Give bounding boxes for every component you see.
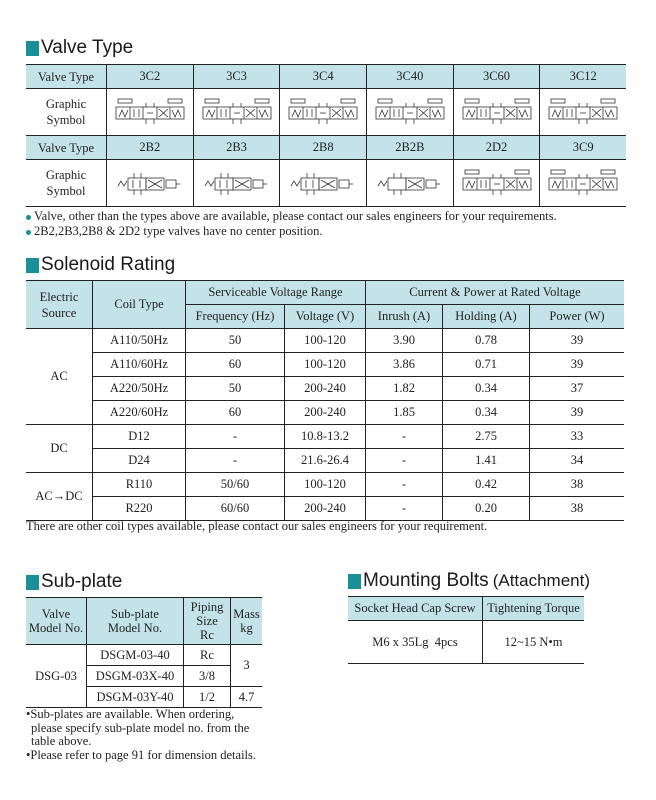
inrush-cell: - <box>366 497 443 521</box>
note-text: Valve, other than the types above are available, please contact our sales engineers for your requirements. <box>34 209 557 223</box>
note-line: please specify sub-plate model no. from the <box>31 720 250 735</box>
bullet-icon <box>26 230 31 235</box>
subplate-model-cell: DSGM-03X-40 <box>87 666 184 687</box>
valve-symbol-icon <box>547 168 619 198</box>
voltage-cell: 100-120 <box>285 353 366 377</box>
valve-symbol-cell <box>367 160 454 207</box>
coil-cell: D24 <box>93 449 186 473</box>
voltage-cell: 200-240 <box>285 497 366 521</box>
valve-type-cell: 3C60 <box>453 65 540 89</box>
solenoid-rating-title: Solenoid Rating <box>41 254 176 275</box>
freq-cell: 60/60 <box>186 497 285 521</box>
valve-symbol-cell <box>540 89 626 136</box>
inrush-cell: 3.90 <box>366 329 443 353</box>
subplate-model-header <box>87 598 184 645</box>
coil-cell: R110 <box>93 473 186 497</box>
valve-symbol-cell <box>193 89 280 136</box>
piping-size-header <box>184 598 231 645</box>
valve-type-row-1 <box>26 65 626 89</box>
valve-symbol-cell <box>280 160 367 207</box>
graphic-label-line: Graphic <box>45 168 87 182</box>
freq-cell: 60 <box>186 401 285 425</box>
valve-symbol-icon <box>287 168 359 198</box>
valve-symbol-cell <box>367 89 454 136</box>
power-cell: 39 <box>530 353 625 377</box>
torque-header: Tightening Torque <box>483 597 585 621</box>
valve-symbol-icon <box>201 168 273 198</box>
piping-cell: 3/8 <box>184 666 231 687</box>
graphic-label-line: Graphic <box>45 97 87 111</box>
torque-value: 12~15 N•m <box>483 621 585 664</box>
power-cell: 33 <box>530 425 625 449</box>
header-line: Mass <box>233 607 260 621</box>
voltage-cell: 10.8-13.2 <box>285 425 366 449</box>
voltage-cell: 200-240 <box>285 401 366 425</box>
freq-cell: 50 <box>186 377 285 401</box>
valve-model-cell: DSG-03 <box>26 645 87 708</box>
subplate-title: Sub-plate <box>41 571 123 592</box>
note-line: •Sub-plates are available. When ordering, <box>26 707 235 721</box>
header-line: Valve <box>41 607 71 621</box>
table-row <box>26 353 624 377</box>
valve-symbol-cell <box>193 160 280 207</box>
valve-symbol-icon <box>114 168 186 198</box>
voltage-cell: 100-120 <box>285 473 366 497</box>
holding-cell: 0.34 <box>443 377 530 401</box>
source-cell: DC <box>26 425 93 473</box>
section-marker-icon <box>26 41 39 56</box>
graphic-symbol-row-1 <box>26 89 626 136</box>
subplate-notes <box>26 708 276 762</box>
header-line: Source <box>41 305 77 320</box>
freq-cell: - <box>186 449 285 473</box>
inrush-cell: 3.86 <box>366 353 443 377</box>
graphic-symbol-row-2 <box>26 160 626 207</box>
freq-cell: - <box>186 425 285 449</box>
valve-model-header <box>26 598 87 645</box>
coil-cell: A110/50Hz <box>93 329 186 353</box>
subplate-model-cell: DSGM-03-40 <box>87 645 184 666</box>
header-line: Sub-plate <box>111 607 159 621</box>
header-line: Model No. <box>28 621 84 635</box>
valve-symbol-icon <box>547 97 619 127</box>
note-line <box>26 209 557 224</box>
coil-cell: A110/60Hz <box>93 353 186 377</box>
header-line: kg <box>240 621 253 635</box>
valve-type-label: Valve Type <box>26 136 107 160</box>
subplate-header-row <box>26 598 262 645</box>
mounting-bolts-table <box>348 596 584 664</box>
valve-symbol-icon <box>461 97 533 127</box>
valve-symbol-icon <box>461 168 533 198</box>
valve-symbol-icon <box>374 168 446 198</box>
valve-type-cell: 3C9 <box>540 136 626 160</box>
table-row <box>26 449 624 473</box>
valve-symbol-cell <box>453 89 540 136</box>
table-row <box>26 329 624 353</box>
header-line: Model No. <box>107 621 163 635</box>
holding-cell: 1.41 <box>443 449 530 473</box>
valve-type-cell: 3C2 <box>107 65 194 89</box>
valve-type-cell: 3C12 <box>540 65 626 89</box>
solenoid-header-row-1 <box>26 281 624 305</box>
header-line: Rc <box>200 628 214 642</box>
valve-type-cell: 3C4 <box>280 65 367 89</box>
symbol-label-line: Symbol <box>46 184 86 198</box>
power-cell: 34 <box>530 449 625 473</box>
power-cell: 39 <box>530 401 625 425</box>
valve-symbol-cell <box>280 89 367 136</box>
valve-symbol-cell <box>540 160 626 207</box>
holding-cell: 0.20 <box>443 497 530 521</box>
coil-cell: A220/50Hz <box>93 377 186 401</box>
mounting-bolts-title-suffix: (Attachment) <box>492 571 590 590</box>
inrush-cell: - <box>366 425 443 449</box>
voltage-header: Voltage (V) <box>285 305 366 329</box>
table-row <box>26 377 624 401</box>
table-row <box>26 401 624 425</box>
header-line: Size <box>196 614 218 628</box>
current-power-header: Current & Power at Rated Voltage <box>366 281 625 305</box>
inrush-cell: 1.82 <box>366 377 443 401</box>
power-header: Power (W) <box>530 305 625 329</box>
valve-type-cell: 2B2 <box>107 136 194 160</box>
voltage-cell: 200-240 <box>285 377 366 401</box>
valve-symbol-icon <box>114 97 186 127</box>
holding-cell: 0.71 <box>443 353 530 377</box>
valve-type-notes <box>26 209 557 239</box>
section-marker-icon <box>348 574 361 589</box>
section-marker-icon <box>26 575 39 590</box>
section-marker-icon <box>26 258 39 273</box>
solenoid-rating-table <box>26 280 624 521</box>
valve-type-title: Valve Type <box>41 37 134 58</box>
symbol-label-line: Symbol <box>46 113 86 127</box>
inrush-cell: 1.85 <box>366 401 443 425</box>
mounting-bolts-heading <box>348 570 590 592</box>
power-cell: 38 <box>530 497 625 521</box>
valve-symbol-icon <box>287 97 359 127</box>
frequency-header: Frequency (Hz) <box>186 305 285 329</box>
valve-symbol-cell <box>107 160 194 207</box>
header-line: Electric <box>39 289 79 304</box>
inrush-cell: - <box>366 449 443 473</box>
table-row <box>26 473 624 497</box>
note-text: 2B2,2B3,2B8 & 2D2 type valves have no center position. <box>34 224 323 238</box>
valve-type-heading <box>26 37 133 59</box>
coil-cell: R220 <box>93 497 186 521</box>
valve-type-cell: 2D2 <box>453 136 540 160</box>
coil-cell: A220/60Hz <box>93 401 186 425</box>
valve-type-row-2 <box>26 136 626 160</box>
screw-value: M6 x 35Lg 4pcs <box>348 621 483 664</box>
valve-type-cell: 2B8 <box>280 136 367 160</box>
holding-cell: 0.42 <box>443 473 530 497</box>
solenoid-note: There are other coil types available, please contact our sales engineers for your requirement. <box>26 519 488 533</box>
mounting-bolts-title: Mounting Bolts <box>363 570 489 591</box>
valve-symbol-icon <box>374 97 446 127</box>
bolt-value-row <box>348 621 584 664</box>
bullet-icon <box>26 215 31 220</box>
source-cell: AC <box>26 329 93 425</box>
bolt-header-row <box>348 597 584 621</box>
valve-symbol-cell <box>453 160 540 207</box>
subplate-table <box>26 597 262 708</box>
graphic-symbol-label <box>26 89 107 136</box>
mass-cell: 4.7 <box>231 687 263 708</box>
power-cell: 39 <box>530 329 625 353</box>
screw-header: Socket Head Cap Screw <box>348 597 483 621</box>
mass-cell: 3 <box>231 645 263 687</box>
voltage-range-header: Serviceable Voltage Range <box>186 281 366 305</box>
power-cell: 37 <box>530 377 625 401</box>
mass-header <box>231 598 263 645</box>
coil-cell: D12 <box>93 425 186 449</box>
valve-symbol-cell <box>107 89 194 136</box>
holding-cell: 2.75 <box>443 425 530 449</box>
header-line: Piping <box>190 600 224 614</box>
table-row <box>26 425 624 449</box>
piping-cell: 1/2 <box>184 687 231 708</box>
table-row <box>26 497 624 521</box>
freq-cell: 50 <box>186 329 285 353</box>
table-row <box>26 645 262 666</box>
valve-type-cell: 2B3 <box>193 136 280 160</box>
voltage-cell: 21.6-26.4 <box>285 449 366 473</box>
piping-cell: Rc <box>184 645 231 666</box>
valve-type-cell: 3C40 <box>367 65 454 89</box>
holding-cell: 0.34 <box>443 401 530 425</box>
holding-cell: 0.78 <box>443 329 530 353</box>
holding-header: Holding (A) <box>443 305 530 329</box>
note-line: table above. <box>31 734 92 748</box>
valve-type-cell: 2B2B <box>367 136 454 160</box>
note-line <box>26 224 557 239</box>
valve-symbol-icon <box>201 97 273 127</box>
solenoid-rating-heading <box>26 254 175 276</box>
subplate-model-cell: DSGM-03Y-40 <box>87 687 184 708</box>
inrush-header: Inrush (A) <box>366 305 443 329</box>
electric-source-header <box>26 281 93 329</box>
subplate-heading <box>26 571 122 593</box>
valve-type-cell: 3C3 <box>193 65 280 89</box>
voltage-cell: 100-120 <box>285 329 366 353</box>
freq-cell: 60 <box>186 353 285 377</box>
inrush-cell: - <box>366 473 443 497</box>
note-line: •Please refer to page 91 for dimension details. <box>26 747 256 762</box>
valve-type-label: Valve Type <box>26 65 107 89</box>
coil-type-header: Coil Type <box>93 281 186 329</box>
power-cell: 38 <box>530 473 625 497</box>
source-cell: AC→DC <box>26 473 93 521</box>
graphic-symbol-label <box>26 160 107 207</box>
freq-cell: 50/60 <box>186 473 285 497</box>
valve-type-table <box>26 64 626 207</box>
